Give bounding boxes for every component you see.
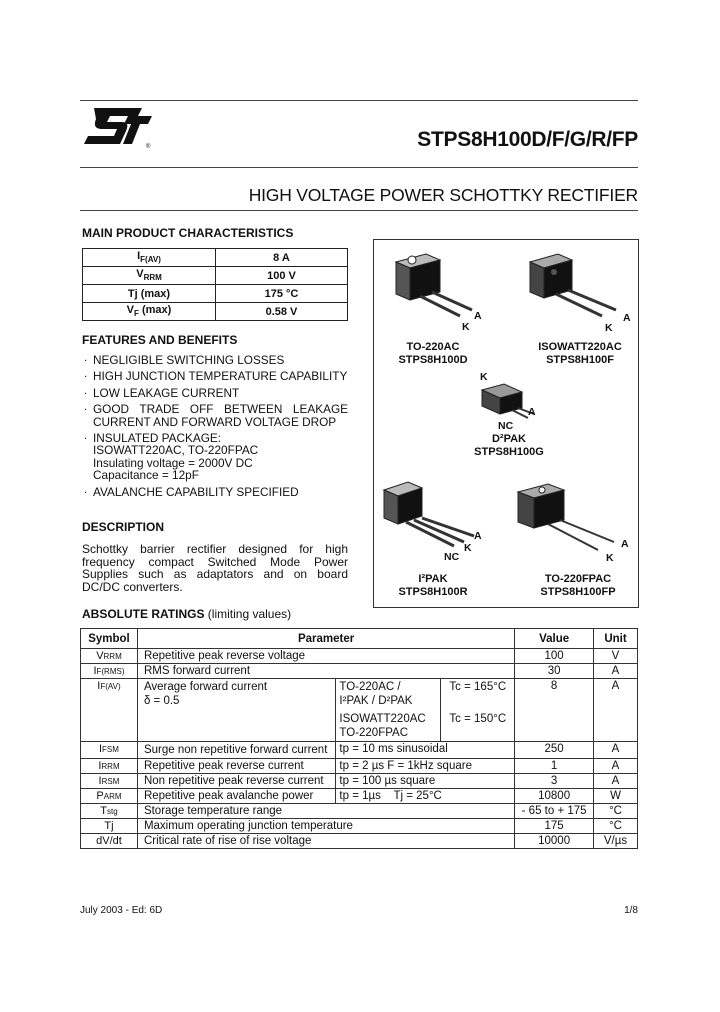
row-value: 100 [515, 649, 594, 664]
to220fpac-label: TO-220FPAC STPS8H100FP [540, 573, 616, 598]
list-item: . AVALANCHE CAPABILITY SPECIFIED [82, 486, 348, 498]
list-subitem: ISOWATT220AC, TO-220FPAC [93, 443, 259, 458]
row-value: 3 [515, 774, 594, 789]
isowatt-label: ISOWATT220AC STPS8H100F [538, 341, 622, 366]
isowatt-package-image [524, 250, 634, 330]
to220ac-package-image [382, 250, 482, 330]
table-row [81, 649, 638, 664]
list-subitem: Capacitance = 12pF [93, 468, 199, 483]
row-parameter: Non repetitive peak reverse current [137, 774, 335, 789]
list-item: . HIGH JUNCTION TEMPERATURE CAPABILITY [82, 370, 348, 382]
table-row [81, 742, 638, 759]
features-list [82, 354, 348, 498]
row-condition: tp = 2 µs F = 1kHz square [336, 759, 515, 774]
to220ac-label: TO-220AC STPS8H100D [398, 341, 468, 366]
row-condition: tp = 1µs Tj = 25°C [336, 789, 515, 804]
list-item: . LOW LEAKAGE CURRENT [82, 387, 348, 399]
row-parameter: Critical rate of rise of rise voltage [137, 834, 514, 849]
table-row [81, 664, 638, 679]
table-header-row [81, 629, 638, 649]
char-symbol: $V_F$ (max) [83, 303, 216, 321]
pin-label-nc: NC [498, 420, 514, 432]
column-header: Parameter [137, 629, 514, 649]
row-unit: A [594, 664, 638, 679]
table-row [81, 774, 638, 789]
table-row [81, 804, 638, 819]
i2pak-label: I²PAK STPS8H100R [398, 573, 468, 598]
char-value: 100 V [216, 267, 348, 285]
column-header: Value [515, 629, 594, 649]
row-symbol: Tj [81, 819, 138, 834]
main-chars-table [82, 248, 348, 321]
features-heading: FEATURES AND BENEFITS [82, 333, 238, 347]
pin-label-a: A [528, 406, 536, 418]
description-text: Schottky barrier rectifier designed for high frequency compact Switched Mode Power Supplies such as adaptators and on board DC/DC converters. [82, 542, 348, 594]
row-parameter: Maximum operating junction temperature [137, 819, 514, 834]
pin-label-a: A [621, 538, 629, 550]
svg-text:®: ® [146, 144, 151, 150]
pin-label-k: K [480, 371, 488, 383]
page-title: HIGH VOLTAGE POWER SCHOTTKY RECTIFIER [248, 185, 638, 205]
pin-label-a: A [474, 530, 482, 542]
row-symbol: IRSM [81, 774, 138, 789]
row-symbol: VRRM [81, 649, 138, 664]
to220fpac-package-image [512, 480, 632, 560]
char-symbol: Tj (max) [83, 285, 216, 303]
row-unit: °C [594, 804, 638, 819]
row-condition: TO-220AC / I²PAK / D²PAK ISOWATT220AC TO-220FPAC [336, 679, 441, 742]
pin-label-k: K [462, 321, 470, 333]
row-symbol: IRRM [81, 759, 138, 774]
row-value: 175 [515, 819, 594, 834]
table-row [81, 819, 638, 834]
row-condition: tp = 100 µs square [336, 774, 515, 789]
description-heading: DESCRIPTION [82, 520, 165, 534]
char-symbol: $I_{F(AV)}$ [83, 249, 216, 267]
st-logo [80, 104, 156, 150]
title-rule [80, 167, 638, 168]
row-unit: V/µs [594, 834, 638, 849]
row-parameter: Repetitive peak reverse voltage [137, 649, 514, 664]
row-tc: Tc = 165°C Tc = 150°C [441, 679, 515, 742]
row-unit: °C [594, 819, 638, 834]
row-symbol: IF(AV) [81, 679, 138, 742]
row-parameter: Repetitive peak reverse current [137, 759, 335, 774]
row-unit: A [594, 679, 638, 742]
main-chars-heading: MAIN PRODUCT CHARACTERISTICS [82, 226, 294, 240]
row-unit: V [594, 649, 638, 664]
d2pak-label: D²PAK STPS8H100G [474, 433, 544, 458]
table-row [81, 834, 638, 849]
char-value: 8 A [216, 249, 348, 267]
table-row [81, 679, 638, 742]
ratings-table [80, 628, 638, 849]
pin-label-k: K [606, 552, 614, 564]
list-item: . GOOD TRADE OFF BETWEEN LEAKAGE CURRENT AND FORWARD VOLTAGE DROP [82, 403, 348, 428]
char-value: 0.58 V [216, 303, 348, 321]
char-value: 175 °C [216, 285, 348, 303]
table-row [83, 303, 348, 321]
row-value: 30 [515, 664, 594, 679]
char-symbol: $V_{RRM}$ [83, 267, 216, 285]
table-row [81, 789, 638, 804]
row-parameter: RMS forward current [137, 664, 514, 679]
pin-label-a: A [623, 312, 631, 324]
row-value: 250 [515, 742, 594, 759]
table-row [83, 249, 348, 267]
footer-date: July 2003 - Ed: 6D [80, 905, 163, 916]
row-value: 1 [515, 759, 594, 774]
ratings-heading: ABSOLUTE RATINGS (limiting values) [82, 607, 292, 621]
table-row [81, 759, 638, 774]
row-symbol: IFSM [81, 742, 138, 759]
top-rule [80, 100, 638, 101]
package-box [373, 239, 639, 608]
list-item: . NEGLIGIBLE SWITCHING LOSSES [82, 354, 348, 366]
row-condition: tp = 10 ms sinusoidal [336, 742, 515, 759]
row-unit: A [594, 774, 638, 789]
row-value: 10800 [515, 789, 594, 804]
page-number: 1/8 [624, 905, 638, 916]
row-symbol: PARM [81, 789, 138, 804]
table-row [83, 285, 348, 303]
row-unit: W [594, 789, 638, 804]
row-value: 10000 [515, 834, 594, 849]
row-parameter: Storage temperature range [137, 804, 514, 819]
row-parameter: Repetitive peak avalanche power [137, 789, 335, 804]
row-unit: A [594, 759, 638, 774]
row-value: - 65 to + 175 [515, 804, 594, 819]
part-number: STPS8H100D/F/G/R/FP [417, 128, 638, 151]
row-symbol: IF(RMS) [81, 664, 138, 679]
row-parameter: Surge non repetitive forward current [137, 742, 335, 759]
row-symbol: Tstg [81, 804, 138, 819]
column-header: Unit [594, 629, 638, 649]
list-subitem: Insulating voltage = 2000V DC [93, 455, 253, 470]
row-unit: A [594, 742, 638, 759]
pin-label-k: K [464, 542, 472, 554]
list-item: . INSULATED PACKAGE: [82, 432, 348, 444]
column-header: Symbol [81, 629, 138, 649]
pin-label-k: K [605, 322, 613, 334]
row-parameter: Average forward current δ = 0.5 [137, 679, 335, 742]
subtitle-rule [80, 210, 638, 211]
pin-label-nc: NC [444, 551, 460, 563]
row-symbol: dV/dt [81, 834, 138, 849]
table-row [83, 267, 348, 285]
pin-label-a: A [474, 310, 482, 322]
row-value: 8 [515, 679, 594, 742]
